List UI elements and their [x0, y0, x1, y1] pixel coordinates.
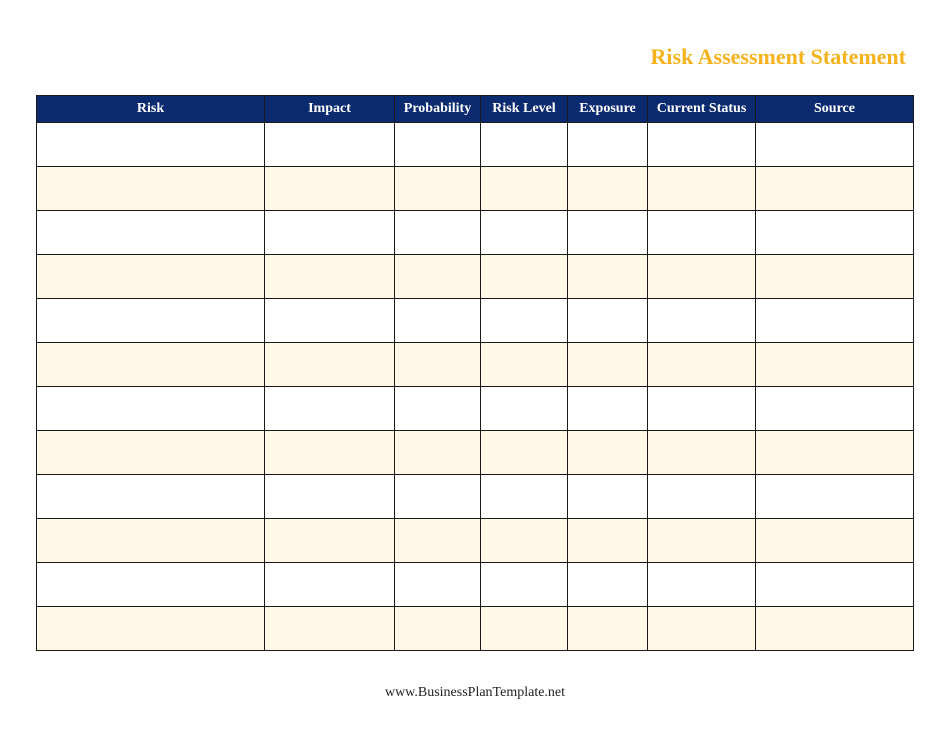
table-cell-risk-level[interactable] [481, 563, 568, 607]
table-cell-source[interactable] [756, 475, 914, 519]
table-cell-impact[interactable] [265, 211, 395, 255]
table-cell-impact[interactable] [265, 167, 395, 211]
column-header-current-status: Current Status [648, 96, 756, 123]
table-row [37, 123, 914, 167]
table-cell-probability[interactable] [395, 299, 481, 343]
table-cell-probability[interactable] [395, 167, 481, 211]
column-header-probability: Probability [395, 96, 481, 123]
table-cell-current-status[interactable] [648, 211, 756, 255]
table-row [37, 299, 914, 343]
table-row [37, 387, 914, 431]
table-cell-source[interactable] [756, 299, 914, 343]
table-cell-current-status[interactable] [648, 167, 756, 211]
table-cell-risk[interactable] [37, 211, 265, 255]
table-row [37, 431, 914, 475]
table-cell-source[interactable] [756, 255, 914, 299]
table-cell-probability[interactable] [395, 123, 481, 167]
table-cell-current-status[interactable] [648, 607, 756, 651]
table-cell-current-status[interactable] [648, 431, 756, 475]
table-row [37, 475, 914, 519]
table-cell-exposure[interactable] [568, 167, 648, 211]
table-cell-current-status[interactable] [648, 519, 756, 563]
table-cell-probability[interactable] [395, 343, 481, 387]
table-cell-source[interactable] [756, 431, 914, 475]
table-cell-probability[interactable] [395, 607, 481, 651]
table-cell-impact[interactable] [265, 519, 395, 563]
table-cell-exposure[interactable] [568, 607, 648, 651]
table-cell-current-status[interactable] [648, 255, 756, 299]
table-cell-probability[interactable] [395, 475, 481, 519]
footer-website: www.BusinessPlanTemplate.net [384, 685, 566, 700]
table-cell-exposure[interactable] [568, 211, 648, 255]
table-cell-risk[interactable] [37, 475, 265, 519]
table-cell-source[interactable] [756, 123, 914, 167]
table-cell-risk-level[interactable] [481, 299, 568, 343]
table-cell-current-status[interactable] [648, 123, 756, 167]
table-cell-exposure[interactable] [568, 387, 648, 431]
table-cell-current-status[interactable] [648, 343, 756, 387]
table-cell-impact[interactable] [265, 563, 395, 607]
table-cell-risk-level[interactable] [481, 431, 568, 475]
table-row [37, 563, 914, 607]
table-row [37, 607, 914, 651]
table-cell-risk-level[interactable] [481, 123, 568, 167]
table-cell-impact[interactable] [265, 607, 395, 651]
table-cell-exposure[interactable] [568, 475, 648, 519]
table-cell-source[interactable] [756, 167, 914, 211]
table-cell-current-status[interactable] [648, 563, 756, 607]
risk-assessment-table [36, 95, 914, 651]
table-cell-probability[interactable] [395, 563, 481, 607]
table-row [37, 211, 914, 255]
table-cell-risk-level[interactable] [481, 475, 568, 519]
table-cell-risk[interactable] [37, 563, 265, 607]
table-cell-risk-level[interactable] [481, 387, 568, 431]
table-cell-risk[interactable] [37, 519, 265, 563]
table-cell-source[interactable] [756, 343, 914, 387]
table-cell-risk[interactable] [37, 167, 265, 211]
table-cell-impact[interactable] [265, 387, 395, 431]
table-cell-exposure[interactable] [568, 255, 648, 299]
table-cell-impact[interactable] [265, 123, 395, 167]
table-cell-exposure[interactable] [568, 123, 648, 167]
table-cell-risk-level[interactable] [481, 255, 568, 299]
table-row [37, 255, 914, 299]
column-header-risk-level: Risk Level [481, 96, 568, 123]
table-cell-exposure[interactable] [568, 343, 648, 387]
table-cell-risk-level[interactable] [481, 167, 568, 211]
table-row [37, 519, 914, 563]
table-cell-risk[interactable] [37, 255, 265, 299]
table-cell-exposure[interactable] [568, 299, 648, 343]
column-header-exposure: Exposure [568, 96, 648, 123]
table-cell-impact[interactable] [265, 343, 395, 387]
table-cell-risk[interactable] [37, 431, 265, 475]
table-cell-impact[interactable] [265, 255, 395, 299]
table-cell-probability[interactable] [395, 519, 481, 563]
table-cell-impact[interactable] [265, 299, 395, 343]
table-cell-current-status[interactable] [648, 387, 756, 431]
table-cell-probability[interactable] [395, 431, 481, 475]
table-cell-risk[interactable] [37, 343, 265, 387]
table-cell-probability[interactable] [395, 255, 481, 299]
column-header-impact: Impact [265, 96, 395, 123]
table-cell-impact[interactable] [265, 475, 395, 519]
table-cell-exposure[interactable] [568, 519, 648, 563]
table-cell-risk-level[interactable] [481, 519, 568, 563]
table-cell-risk-level[interactable] [481, 211, 568, 255]
table-cell-source[interactable] [756, 519, 914, 563]
table-cell-source[interactable] [756, 563, 914, 607]
table-row [37, 167, 914, 211]
table-cell-risk[interactable] [37, 123, 265, 167]
table-row [37, 343, 914, 387]
table-cell-risk[interactable] [37, 387, 265, 431]
column-header-risk: Risk [37, 96, 265, 123]
column-header-source: Source [756, 96, 914, 123]
table-cell-exposure[interactable] [568, 563, 648, 607]
table-cell-probability[interactable] [395, 387, 481, 431]
table-cell-source[interactable] [756, 387, 914, 431]
table-cell-source[interactable] [756, 607, 914, 651]
table-cell-risk[interactable] [37, 299, 265, 343]
table-cell-current-status[interactable] [648, 299, 756, 343]
document-title: Risk Assessment Statement [650, 44, 906, 69]
table-header-row [37, 96, 914, 123]
table-body [37, 123, 914, 651]
table-cell-risk-level[interactable] [481, 343, 568, 387]
table-cell-risk[interactable] [37, 607, 265, 651]
table-cell-exposure[interactable] [568, 431, 648, 475]
table-cell-current-status[interactable] [648, 475, 756, 519]
table-cell-probability[interactable] [395, 211, 481, 255]
table-cell-source[interactable] [756, 211, 914, 255]
table-cell-risk-level[interactable] [481, 607, 568, 651]
table-cell-impact[interactable] [265, 431, 395, 475]
